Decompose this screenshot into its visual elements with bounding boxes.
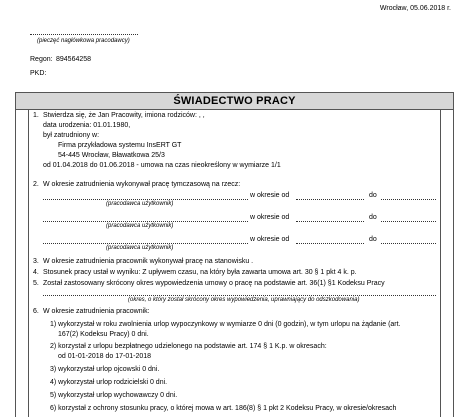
period-from-label-3: w okresie od [250, 236, 290, 243]
section4-text: Stosunek pracy ustał w wyniku: Z upływem czasu, na który była zawarta umowa art. 30 § 1 pkt 4 k. p. [43, 269, 357, 276]
company-name: Firma przykładowa systemu InsERT GT [58, 142, 182, 149]
right-margin-rule [440, 110, 441, 417]
section5-line [43, 295, 436, 296]
pkd-label: PKD: [30, 70, 47, 77]
stamp-caption: (pieczęć nagłówkowa pracodawcy) [37, 38, 130, 44]
period-from-label-2: w okresie od [250, 214, 290, 221]
section6-item1b: 167(2) Kodeksu Pracy) 0 dni. [58, 331, 149, 338]
from-line-1 [296, 199, 364, 200]
section1-line1: Stwierdza się, że Jan Pracowity, imiona rodziców: , , [43, 112, 205, 119]
section6-text: W okresie zatrudnienia pracownik: [43, 308, 150, 315]
section6-item6: 6) korzystał z ochrony stosunku pracy, o której mowa w art. 186(8) § 1 pkt 2 Kodeksu Pracy, w okresie/okresach [50, 405, 397, 412]
user-line-2 [43, 221, 248, 222]
to-label-3: do [369, 236, 377, 243]
from-line-2 [296, 221, 364, 222]
employment-period: od 01.04.2018 do 01.06.2018 - umowa na czas nieokreślony w wymiarze 1/1 [43, 162, 281, 169]
section6-number: 6. [33, 308, 39, 315]
regon-label: Regon: [30, 56, 53, 63]
section1-number: 1. [33, 112, 39, 119]
user-line-3 [43, 243, 248, 244]
certificate-panel [15, 92, 454, 417]
section6-item5: 5) wykorzystał urlop wychowawczy 0 dni. [50, 392, 178, 399]
place-date: Wrocław, 05.06.2018 r. [379, 5, 451, 12]
left-margin-rule [28, 110, 29, 417]
section6-item1a: 1) wykorzystał w roku zwolnienia urlop wypoczynkowy w wymiarze 0 dni (0 godzin), w tym urlopu na żądanie (art. [50, 321, 401, 328]
section5-number: 5. [33, 280, 39, 287]
title-bar [16, 93, 453, 110]
stamp-line [30, 34, 138, 35]
user-caption-2: (pracodawca użytkownik) [106, 223, 174, 229]
regon-value: 894564258 [56, 56, 92, 63]
to-label-2: do [369, 214, 377, 221]
employed-at: był zatrudniony w: [43, 132, 100, 139]
company-address: 54-445 Wrocław, Bławatkowa 25/3 [58, 152, 165, 159]
section6-item4: 4) wykorzystał urlop rodzicielski 0 dni. [50, 379, 168, 386]
document-title: ŚWIADECTWO PRACY [173, 95, 296, 107]
to-label-1: do [369, 192, 377, 199]
certificate-content [16, 110, 453, 417]
birth-date: data urodzenia: 01.01.1980, [43, 122, 131, 129]
user-caption-3: (pracodawca użytkownik) [106, 245, 174, 251]
section5-caption: (okres, o który został skrócony okres wypowiedzenia, uprawniający do odszkodowania) [128, 297, 360, 303]
user-caption-1: (pracodawca użytkownik) [106, 201, 174, 207]
section6-item3: 3) wykorzystał urlop ojcowski 0 dni. [50, 366, 160, 373]
to-line-2 [381, 221, 436, 222]
to-line-1 [381, 199, 436, 200]
section3-number: 3. [33, 258, 39, 265]
period-from-label-1: w okresie od [250, 192, 290, 199]
to-line-3 [381, 243, 436, 244]
section4-number: 4. [33, 269, 39, 276]
section2-number: 2. [33, 181, 39, 188]
user-line-1 [43, 199, 248, 200]
section3-text: W okresie zatrudnienia pracownik wykonywał pracę na stanowisku . [43, 258, 254, 265]
section5-text: Został zastosowany skrócony okres wypowiedzenia umowy o pracę na podstawie art. 36(1) §1 Kodeksu Pracy [43, 280, 385, 287]
section2-text: W okresie zatrudnienia wykonywał pracę tymczasową na rzecz: [43, 181, 241, 188]
section6-item2b: od 01-01-2018 do 17-01-2018 [58, 353, 152, 360]
from-line-3 [296, 243, 364, 244]
section6-item2a: 2) korzystał z urlopu bezpłatnego udzielonego na podstawie art. 174 § 1 K.p. w okresach: [50, 343, 327, 350]
